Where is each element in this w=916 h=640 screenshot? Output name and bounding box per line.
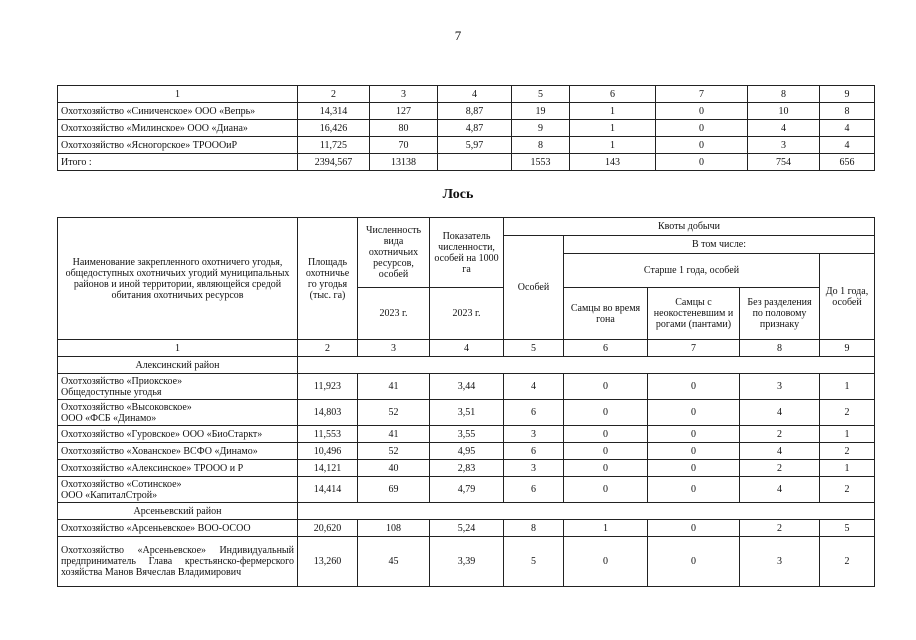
table-cell: 13138 bbox=[370, 154, 438, 171]
table-cell: 41 bbox=[358, 426, 430, 443]
hunting-ground-name bbox=[58, 400, 298, 426]
table-cell: 0 bbox=[648, 460, 740, 477]
header-older: Старше 1 года, особей bbox=[564, 254, 820, 288]
header-row bbox=[58, 218, 875, 236]
column-number: 7 bbox=[656, 86, 748, 103]
column-number: 7 bbox=[648, 340, 740, 357]
column-number: 2 bbox=[298, 86, 370, 103]
table-cell: 6 bbox=[504, 400, 564, 426]
name-line: Охотхозяйство «Сотинское» ООО «КапиталСтрой» bbox=[61, 478, 182, 501]
table-cell: 2 bbox=[820, 477, 875, 503]
table-cell: 4,87 bbox=[438, 120, 512, 137]
district-row bbox=[58, 357, 875, 374]
table-cell: 70 bbox=[370, 137, 438, 154]
page-number: 7 bbox=[454, 28, 462, 43]
table-cell: 0 bbox=[656, 120, 748, 137]
column-number: 3 bbox=[358, 340, 430, 357]
table-cell: 0 bbox=[564, 374, 648, 400]
name-line: Охотхозяйство «Высоковское» ООО «ФСБ «Динамо» bbox=[61, 401, 192, 424]
table-cell: 0 bbox=[656, 154, 748, 171]
table-cell: 19 bbox=[512, 103, 570, 120]
table-cell: 3,44 bbox=[430, 374, 504, 400]
table-cell: 52 bbox=[358, 400, 430, 426]
column-number: 1 bbox=[58, 340, 298, 357]
column-number: 4 bbox=[430, 340, 504, 357]
column-number: 3 bbox=[370, 86, 438, 103]
table-cell: 0 bbox=[656, 137, 748, 154]
table-cell: 11,725 bbox=[298, 137, 370, 154]
header-count: Численность вида охотничьих ресурсов, особей bbox=[358, 218, 430, 288]
table-cell: 3 bbox=[504, 460, 564, 477]
table-cell: 3 bbox=[748, 137, 820, 154]
table-cell: 143 bbox=[570, 154, 656, 171]
hunting-ground-name: Охотхозяйство «Ясногорское» ТРОООиР bbox=[58, 137, 298, 154]
column-number: 4 bbox=[438, 86, 512, 103]
table-cell: 10,496 bbox=[298, 443, 358, 460]
table-cell: 4 bbox=[740, 443, 820, 460]
table-cell: 52 bbox=[358, 443, 430, 460]
column-number: 2 bbox=[298, 340, 358, 357]
table-cell: 11,923 bbox=[298, 374, 358, 400]
header-under-one: До 1 года, особей bbox=[820, 254, 875, 340]
table-cell: 754 bbox=[748, 154, 820, 171]
table-cell: 4 bbox=[748, 120, 820, 137]
header-area: Площадь охотничье го угодья (тыс. га) bbox=[298, 218, 358, 340]
table-cell: 3 bbox=[740, 537, 820, 587]
table-cell: 13,260 bbox=[298, 537, 358, 587]
header-density: Показатель численности, особей на 1000 га bbox=[430, 218, 504, 288]
table-cell: 9 bbox=[512, 120, 570, 137]
table-row bbox=[58, 477, 875, 503]
header-quotas: Квоты добычи bbox=[504, 218, 875, 236]
table-row bbox=[58, 120, 875, 137]
header-males-velvet: Самцы с неокостеневшим и рогами (пантами) bbox=[648, 288, 740, 340]
table-cell: 3 bbox=[504, 426, 564, 443]
table-cell: 2 bbox=[740, 520, 820, 537]
moose-quota-table bbox=[57, 217, 875, 587]
table-cell: 0 bbox=[564, 477, 648, 503]
table-cell: 5,97 bbox=[438, 137, 512, 154]
table-cell: 0 bbox=[648, 374, 740, 400]
header-year-count: 2023 г. bbox=[358, 288, 430, 340]
table-cell: 2 bbox=[820, 537, 875, 587]
column-number: 1 bbox=[58, 86, 298, 103]
table-cell: 0 bbox=[656, 103, 748, 120]
table-cell: 1 bbox=[820, 460, 875, 477]
table-cell: 40 bbox=[358, 460, 430, 477]
table-cell: 1 bbox=[820, 374, 875, 400]
table-cell bbox=[438, 154, 512, 171]
table-cell: 656 bbox=[820, 154, 875, 171]
table-row bbox=[58, 426, 875, 443]
table-row bbox=[58, 400, 875, 426]
table-cell: 0 bbox=[564, 426, 648, 443]
column-number: 8 bbox=[740, 340, 820, 357]
table-row bbox=[58, 374, 875, 400]
hunting-ground-name bbox=[58, 374, 298, 400]
table-cell: 20,620 bbox=[298, 520, 358, 537]
table-row bbox=[58, 460, 875, 477]
hunting-ground-name: Охотхозяйство «Хованское» ВСФО «Динамо» bbox=[58, 443, 298, 460]
table-cell: 5 bbox=[504, 537, 564, 587]
table-cell: 4 bbox=[820, 137, 875, 154]
table-cell: 3,55 bbox=[430, 426, 504, 443]
district-row bbox=[58, 503, 875, 520]
table-cell: 0 bbox=[564, 460, 648, 477]
header-year-density: 2023 г. bbox=[430, 288, 504, 340]
table-cell: 4 bbox=[740, 400, 820, 426]
table-cell: 4,79 bbox=[430, 477, 504, 503]
table-cell: 6 bbox=[504, 477, 564, 503]
table-cell: 2 bbox=[740, 460, 820, 477]
table-row bbox=[58, 443, 875, 460]
column-number: 6 bbox=[570, 86, 656, 103]
table-cell: 0 bbox=[648, 477, 740, 503]
table-cell: 2 bbox=[740, 426, 820, 443]
column-number: 5 bbox=[504, 340, 564, 357]
table-cell: 0 bbox=[648, 520, 740, 537]
continued-table bbox=[57, 85, 875, 171]
table-cell: 2 bbox=[820, 443, 875, 460]
table-row bbox=[58, 103, 875, 120]
table-cell: 0 bbox=[564, 400, 648, 426]
table-cell: 0 bbox=[564, 537, 648, 587]
table-cell: 2,83 bbox=[430, 460, 504, 477]
table-cell: 3 bbox=[740, 374, 820, 400]
table-row bbox=[58, 520, 875, 537]
header-no-sex: Без разделения по половому признаку bbox=[740, 288, 820, 340]
table-cell: 0 bbox=[648, 443, 740, 460]
table-cell: 14,314 bbox=[298, 103, 370, 120]
table-cell: 0 bbox=[648, 426, 740, 443]
district-name: Алексинский район bbox=[58, 357, 298, 374]
table-cell: 8,87 bbox=[438, 103, 512, 120]
table-cell: 4,95 bbox=[430, 443, 504, 460]
table-cell: 5,24 bbox=[430, 520, 504, 537]
table-cell: 1 bbox=[564, 520, 648, 537]
table-cell: 0 bbox=[648, 400, 740, 426]
hunting-ground-name: Охотхозяйство «Гуровское» ООО «БиоСтаркт» bbox=[58, 426, 298, 443]
table-cell: 14,803 bbox=[298, 400, 358, 426]
section-title: Лось bbox=[442, 187, 474, 202]
district-spacer bbox=[298, 503, 875, 520]
table-cell: 0 bbox=[648, 537, 740, 587]
header-total: Особей bbox=[504, 236, 564, 340]
hunting-ground-name bbox=[58, 477, 298, 503]
table-cell: 4 bbox=[820, 120, 875, 137]
table-cell: 11,553 bbox=[298, 426, 358, 443]
table-cell: 1 bbox=[570, 120, 656, 137]
table-cell: 5 bbox=[820, 520, 875, 537]
hunting-ground-name: Охотхозяйство «Арсеньевское» ВОО-ОСОО bbox=[58, 520, 298, 537]
table-cell: 8 bbox=[820, 103, 875, 120]
hunting-ground-name: Охотхозяйство «Милинское» ООО «Диана» bbox=[58, 120, 298, 137]
table-cell: 14,121 bbox=[298, 460, 358, 477]
table-cell: 2394,567 bbox=[298, 154, 370, 171]
table-cell: 4 bbox=[740, 477, 820, 503]
table-cell: 3,39 bbox=[430, 537, 504, 587]
table-cell: 1 bbox=[570, 137, 656, 154]
table-cell: 2 bbox=[820, 400, 875, 426]
table-cell: 127 bbox=[370, 103, 438, 120]
hunting-ground-name: Охотхозяйство «Алексинское» ТРООО и Р bbox=[58, 460, 298, 477]
table-cell: 1553 bbox=[512, 154, 570, 171]
table-cell: 10 bbox=[748, 103, 820, 120]
table-cell: 6 bbox=[504, 443, 564, 460]
table-cell: 0 bbox=[564, 443, 648, 460]
header-name: Наименование закрепленного охотничего угодья, общедоступных охотничьих угодий муниципальных районов и иной территории, являющейся средой обитания охотничьих ресурсов bbox=[58, 218, 298, 340]
column-number-row bbox=[58, 86, 875, 103]
table-row bbox=[58, 137, 875, 154]
column-number: 8 bbox=[748, 86, 820, 103]
total-row bbox=[58, 154, 875, 171]
table-cell: 14,414 bbox=[298, 477, 358, 503]
table-cell: 1 bbox=[820, 426, 875, 443]
table-cell: 1 bbox=[570, 103, 656, 120]
column-number: 5 bbox=[512, 86, 570, 103]
header-including: В том числе: bbox=[564, 236, 875, 254]
total-label: Итого : bbox=[58, 154, 298, 171]
hunting-ground-name: Охотхозяйство «Арсеньевское» Индивидуальный предприниматель Глава крестьянско-фермерского хозяйства Манов Вячеслав Владимирович bbox=[58, 537, 298, 587]
header-males-rut: Самцы во время гона bbox=[564, 288, 648, 340]
table-cell: 4 bbox=[504, 374, 564, 400]
table-row bbox=[58, 537, 875, 587]
table-cell: 69 bbox=[358, 477, 430, 503]
table-cell: 41 bbox=[358, 374, 430, 400]
table-cell: 80 bbox=[370, 120, 438, 137]
hunting-ground-name: Охотхозяйство «Синиченское» ООО «Вепрь» bbox=[58, 103, 298, 120]
table-cell: 3,51 bbox=[430, 400, 504, 426]
column-number: 9 bbox=[820, 340, 875, 357]
table-cell: 16,426 bbox=[298, 120, 370, 137]
table-cell: 8 bbox=[512, 137, 570, 154]
table-cell: 8 bbox=[504, 520, 564, 537]
district-spacer bbox=[298, 357, 875, 374]
table-cell: 108 bbox=[358, 520, 430, 537]
column-number: 6 bbox=[564, 340, 648, 357]
table-cell: 45 bbox=[358, 537, 430, 587]
name-line: Охотхозяйство «Приокское» Общедоступные угодья bbox=[61, 375, 183, 398]
district-name: Арсеньевский район bbox=[58, 503, 298, 520]
column-number: 9 bbox=[820, 86, 875, 103]
column-number-row bbox=[58, 340, 875, 357]
